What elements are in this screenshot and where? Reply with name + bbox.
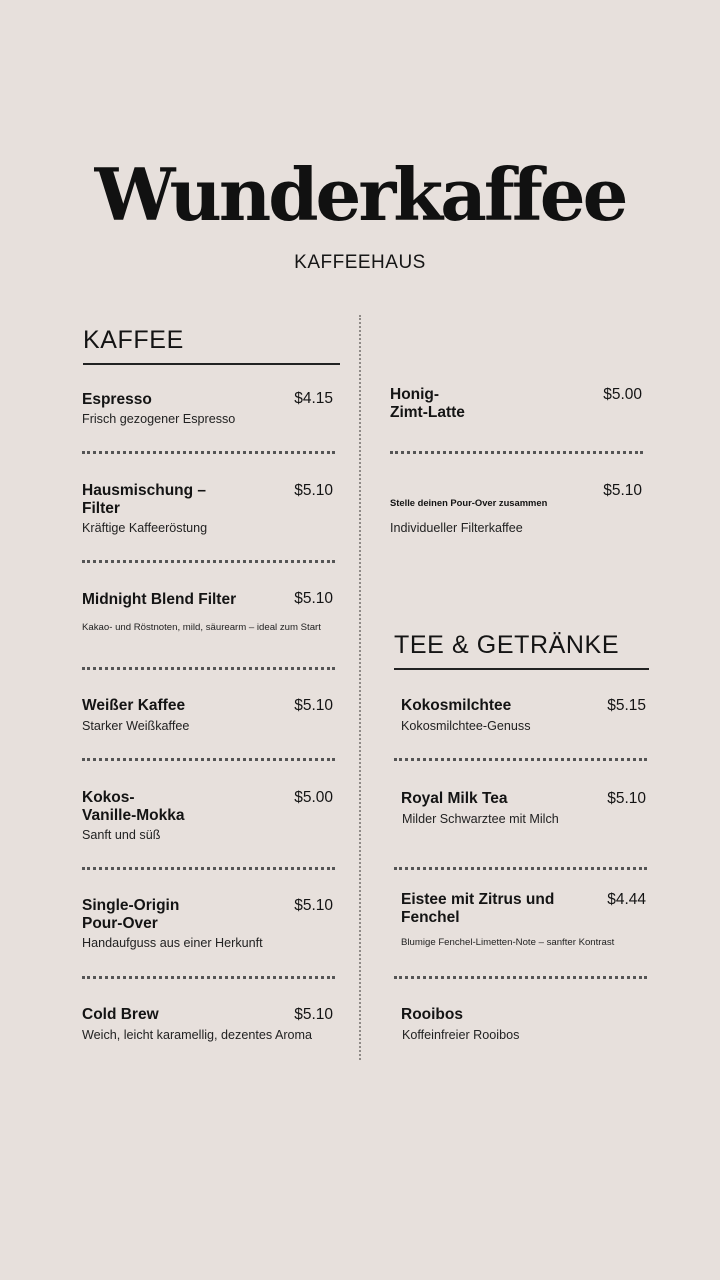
menu-item-name: Stelle deinen Pour-Over zusammen [390, 497, 548, 508]
menu-item-price: $4.44 [607, 891, 646, 908]
menu-item-name: Kokosmilchtee [401, 697, 512, 714]
menu-item-name: Midnight Blend Filter [82, 591, 237, 608]
menu-item-desc: Sanft und süß [82, 828, 161, 842]
menu-item-desc: Frisch gezogener Espresso [82, 412, 236, 426]
page-title: Wunderkaffee [94, 152, 626, 237]
menu-item-desc: Koffeinfreier Rooibos [402, 1028, 520, 1042]
section-rule-tee [394, 668, 649, 670]
menu-item-desc: Handaufguss aus einer Herkunft [82, 936, 263, 950]
section-title-tee: TEE & GETRÄNKE [394, 631, 620, 659]
menu-item-desc: Kräftige Kaffeeröstung [82, 521, 208, 535]
menu-item-price: $5.10 [294, 482, 333, 499]
item-separator [394, 758, 647, 761]
menu-item-name: Royal Milk Tea [401, 790, 508, 807]
menu-item-name: Rooibos [401, 1006, 463, 1023]
menu-item-price: $5.00 [294, 789, 333, 806]
menu-item-price: $4.15 [294, 390, 333, 407]
item-separator [82, 560, 335, 563]
menu-item-name: Kokos- Vanille-Mokka [82, 789, 185, 824]
item-separator [82, 667, 335, 670]
item-separator [394, 976, 647, 979]
menu-item-price: $5.10 [603, 482, 642, 499]
page-subtitle: KAFFEEHAUS [294, 252, 426, 273]
menu-item-name: Hausmischung – Filter [82, 482, 207, 517]
menu-item-desc: Individueller Filterkaffee [390, 521, 523, 535]
menu-item-desc: Kokosmilchtee-Genuss [401, 719, 531, 733]
menu-item-desc: Weich, leicht karamellig, dezentes Aroma [82, 1028, 313, 1042]
menu-item-price: $5.10 [294, 1006, 333, 1023]
item-separator [390, 451, 643, 454]
menu-item-price: $5.10 [607, 790, 646, 807]
menu-item-desc: Milder Schwarztee mit Milch [402, 812, 559, 826]
menu-item-desc: Starker Weißkaffee [82, 719, 190, 733]
menu-item-name: Eistee mit Zitrus und Fenchel [401, 891, 555, 926]
menu-item-price: $5.10 [294, 697, 333, 714]
section-rule-kaffee [83, 363, 340, 365]
item-separator [82, 451, 335, 454]
menu-item-name: Single-Origin Pour-Over [82, 897, 180, 932]
menu-item-name: Honig- Zimt-Latte [390, 386, 465, 421]
menu-item-price: $5.10 [294, 590, 333, 607]
menu-item-name: Cold Brew [82, 1006, 159, 1023]
menu-item-price: $5.00 [603, 386, 642, 403]
menu-item-desc: Blumige Fenchel-Limetten-Note – sanfter Kontrast [401, 937, 615, 948]
menu-item-name: Weißer Kaffee [82, 697, 186, 714]
item-separator [82, 867, 335, 870]
section-title-kaffee: KAFFEE [83, 326, 184, 354]
item-separator [82, 758, 335, 761]
column-divider [359, 315, 361, 1060]
menu-item-price: $5.10 [294, 897, 333, 914]
menu-item-desc: Kakao- und Röstnoten, mild, säurearm – ideal zum Start [82, 622, 321, 633]
menu-item-name: Espresso [82, 391, 152, 408]
item-separator [82, 976, 335, 979]
item-separator [394, 867, 647, 870]
menu-item-price: $5.15 [607, 697, 646, 714]
